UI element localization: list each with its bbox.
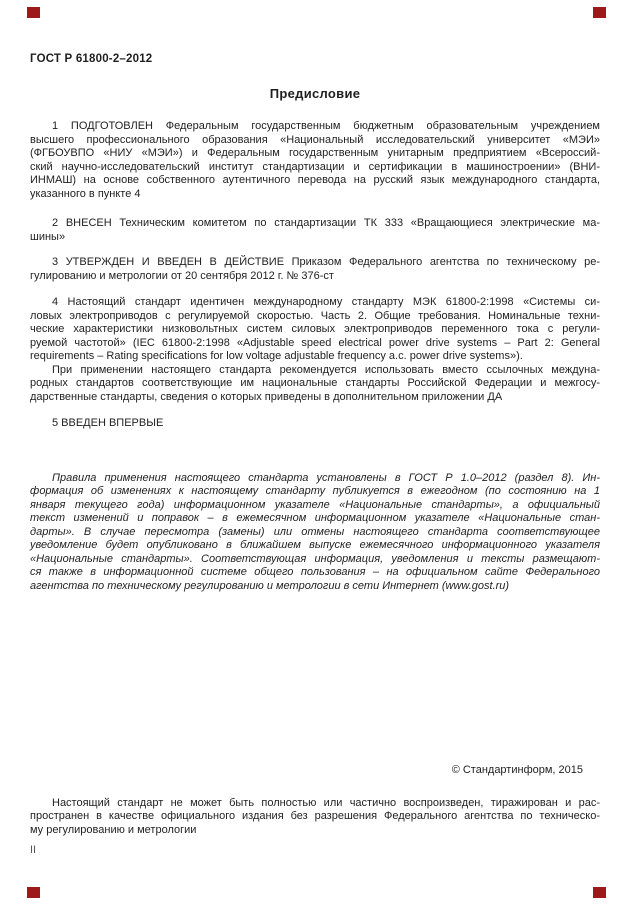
text-line: текст изменений и поправок – в ежемесячном информационном указателе «Национальные стан- <box>30 512 600 524</box>
text-line: дарственные стандарты, сведения о которых приведены в дополнительном приложении ДА <box>30 390 503 403</box>
text-line: Правила применения настоящего стандарта установлены в ГОСТ Р 1.0–2012 (раздел 8). Ин- <box>52 471 600 484</box>
text-line: 1 ПОДГОТОВЛЕН Федеральным государственным бюджетным образовательным учреждением <box>52 120 600 132</box>
corner-mark-bottom-right <box>593 887 606 898</box>
foreword-item-2 <box>30 217 600 244</box>
text-line: гулированию и метрологии от 20 сентября 2012 г. № 376-ст <box>30 269 334 282</box>
text-line: шины» <box>30 230 66 243</box>
text-line: руемой частотой» (IEC 61800-2:1998 «Adjustable speed electrical power drive systems – Part 2: General <box>30 336 600 349</box>
foreword-item-3 <box>30 256 600 283</box>
text-line: 2 ВНЕСЕН Техническим комитетом по стандартизации ТК 333 «Вращающиеся электрические ма- <box>52 217 600 229</box>
text-line: ловых электроприводов с регулируемой скоростью. Часть 2. Общие требования. Номинальные техни- <box>30 309 600 322</box>
text-line: уведомление будет опубликовано в ближайшем выпуске ежемесячного информационного указателя <box>30 539 600 551</box>
text-line: ский научно-исследовательский институт стандартизации и сертификации в машиностроении» (ВНИ- <box>30 160 600 173</box>
text-line: ИНМАШ) на основе собственного аутентичного перевода на русский язык международного стандарта, <box>30 174 600 186</box>
text-line: му регулированию и метрологии <box>30 823 197 836</box>
text-line: агентства по техническому регулированию и метрологии в сети Интернет (www.gost.ru) <box>30 579 510 592</box>
text-line: (ФГБОУВПО «НИУ «МЭИ») и Федеральным государственным унитарным предприятием «Всероссий- <box>30 147 600 159</box>
page-title: Предисловие <box>269 86 361 101</box>
text-line: дарты». В случае пересмотра (замены) или отмены настоящего стандарта соответствующее <box>30 525 600 538</box>
text-line: указанного в пункте 4 <box>30 187 141 200</box>
text-line: «Национальные стандарты». Соответствующая информация, уведомления и тексты размещают- <box>30 552 600 565</box>
rules-application-note <box>30 472 600 594</box>
text-line: высшего профессионального образования «Национальный исследовательский университет «МЭИ» <box>30 133 600 146</box>
corner-mark-bottom-left <box>27 887 40 898</box>
reproduction-notice <box>30 797 600 838</box>
text-line: requirements – Rating specifications for low voltage adjustable frequency a.c. power drive systems»). <box>30 350 523 362</box>
text-line: 4 Настоящий стандарт идентичен международному стандарту МЭК 61800-2:1998 «Системы си- <box>52 296 600 308</box>
text-line: января текущего года) информационном указателе «Национальные стандарты», а официальный <box>30 498 600 511</box>
corner-mark-top-right <box>593 7 606 18</box>
foreword-item-4-recommendation <box>30 364 600 405</box>
text-line: ся также в информационной системе общего пользования – на официальном сайте Федерального <box>30 566 600 578</box>
text-line: родных стандартов соответствующие им национальные стандарты Российской Федерации и межгосу- <box>30 377 600 389</box>
text-line: Настоящий стандарт не может быть полностью или частично воспроизведен, тиражирован и рас- <box>52 796 600 809</box>
text-line: 5 ВВЕДЕН ВПЕРВЫЕ <box>52 417 164 429</box>
corner-mark-top-left <box>27 7 40 18</box>
text-line: 3 УТВЕРЖДЕН И ВВЕДЕН В ДЕЙСТВИЕ Приказом Федерального агентства по техническому ре- <box>52 256 600 268</box>
gost-designation-header: ГОСТ Р 61800-2–2012 <box>30 53 153 65</box>
text-line: пространен в качестве официального издания без разрешения Федерального агентства по техническо- <box>30 810 600 822</box>
page-number: II <box>30 844 37 856</box>
text-line: формация об изменениях к настоящему стандарту публикуется в ежегодном (по состоянию на 1 <box>30 485 600 497</box>
foreword-item-5 <box>30 417 600 431</box>
foreword-item-4 <box>30 296 600 364</box>
text-line: ческие характеристики низковольтных систем силовых электроприводов переменного тока с регули- <box>30 323 600 335</box>
foreword-item-1 <box>30 120 600 201</box>
text-line: При применении настоящего стандарта рекомендуется использовать вместо ссылочных междуна- <box>52 363 600 376</box>
copyright-notice: © Стандартинформ, 2015 <box>451 764 583 776</box>
